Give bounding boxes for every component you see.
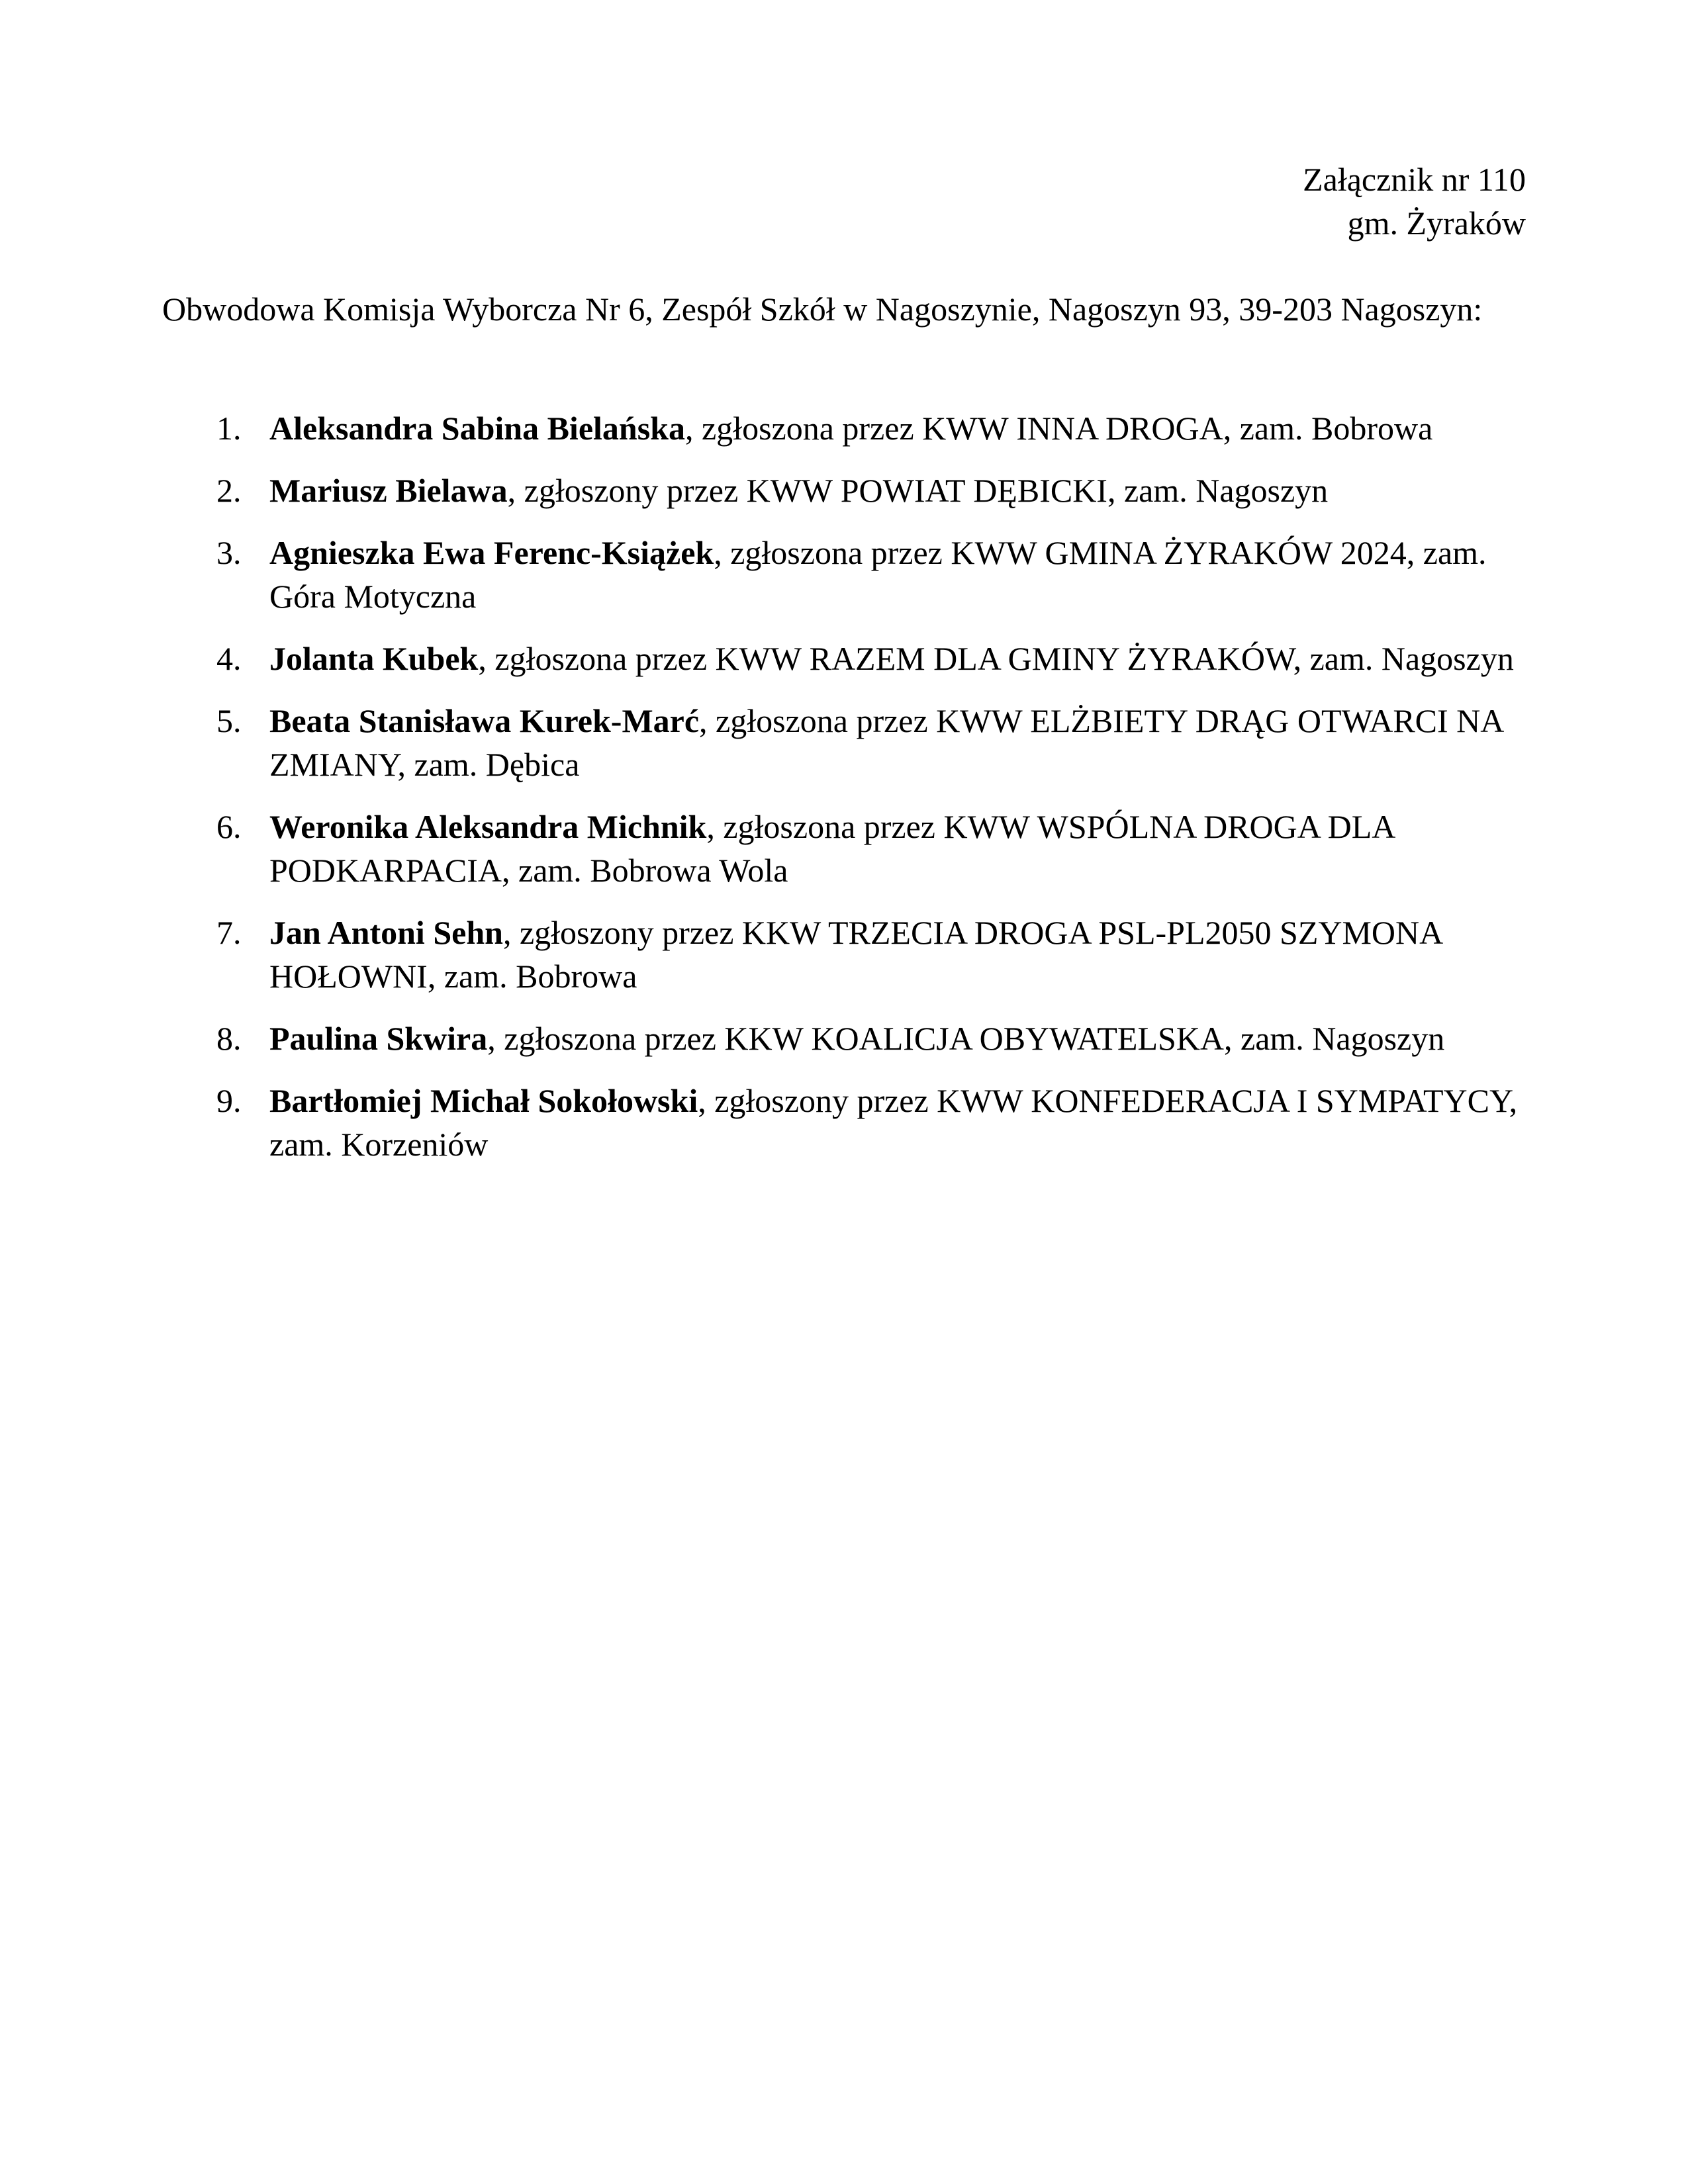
- list-item-number: 6.: [216, 808, 242, 845]
- list-item: [162, 531, 1526, 618]
- document-header: [162, 158, 1526, 245]
- member-name: Jan Antoni Sehn: [269, 914, 503, 951]
- list-item: [162, 406, 1526, 450]
- list-item-text: [269, 531, 1526, 618]
- list-item: [162, 637, 1526, 680]
- list-item-number: 4.: [216, 640, 242, 677]
- member-details: , zgłoszona przez KWW WSPÓLNA DROGA DLA PODKARPACIA, zam. Bobrowa Wola: [269, 808, 1394, 889]
- member-name: Paulina Skwira: [269, 1020, 488, 1057]
- list-item: [162, 1017, 1526, 1060]
- member-name: Beata Stanisława Kurek-Marć: [269, 702, 700, 739]
- list-item-text: [269, 1079, 1526, 1166]
- member-name: Weronika Aleksandra Michnik: [269, 808, 707, 845]
- member-name: Aleksandra Sabina Bielańska: [269, 410, 685, 447]
- list-item-number: 9.: [216, 1082, 242, 1119]
- member-details: , zgłoszona przez KWW RAZEM DLA GMINY ŻYRAKÓW, zam. Nagoszyn: [478, 640, 1514, 677]
- list-item: [162, 469, 1526, 512]
- attachment-number: Załącznik nr 110: [1303, 161, 1526, 198]
- member-details: , zgłoszona przez KWW INNA DROGA, zam. Bobrowa: [684, 410, 1433, 447]
- member-details: , zgłoszony przez KKW TRZECIA DROGA PSL-PL2050 SZYMONA HOŁOWNI, zam. Bobrowa: [269, 914, 1442, 995]
- list-item-text: [269, 805, 1526, 892]
- list-item-number: 3.: [216, 534, 242, 571]
- member-details: , zgłoszona przez KWW ELŻBIETY DRĄG OTWARCI NA ZMIANY, zam. Dębica: [269, 702, 1503, 783]
- list-item-number: 5.: [216, 702, 242, 739]
- commission-intro: Obwodowa Komisja Wyborcza Nr 6, Zespół Szkół w Nagoszynie, Nagoszyn 93, 39-203 Nagoszyn:: [162, 291, 1483, 328]
- list-item-number: 1.: [216, 410, 242, 447]
- municipality: gm. Żyraków: [1347, 205, 1526, 242]
- member-list: [162, 406, 1526, 1166]
- list-item-text: [269, 469, 1526, 512]
- member-details: , zgłoszona przez KKW KOALICJA OBYWATELSKA, zam. Nagoszyn: [487, 1020, 1445, 1057]
- list-item: [162, 1079, 1526, 1166]
- list-item: [162, 699, 1526, 786]
- list-item-text: [269, 911, 1526, 998]
- member-details: , zgłoszony przez KWW POWIAT DĘBICKI, zam. Nagoszyn: [507, 472, 1329, 509]
- list-item: [162, 911, 1526, 998]
- member-name: Jolanta Kubek: [269, 640, 479, 677]
- list-item: [162, 805, 1526, 892]
- list-item-text: [269, 699, 1526, 786]
- member-name: Mariusz Bielawa: [269, 472, 508, 509]
- list-item-text: [269, 637, 1526, 680]
- member-details: , zgłoszony przez KWW KONFEDERACJA I SYMPATYCY, zam. Korzeniów: [269, 1082, 1518, 1163]
- list-item-number: 2.: [216, 472, 242, 509]
- list-item-text: [269, 406, 1526, 450]
- member-details: , zgłoszona przez KWW GMINA ŻYRAKÓW 2024, zam. Góra Motyczna: [269, 534, 1487, 615]
- member-name: Bartłomiej Michał Sokołowski: [269, 1082, 698, 1119]
- list-item-number: 8.: [216, 1020, 242, 1057]
- list-item-text: [269, 1017, 1526, 1060]
- list-item-number: 7.: [216, 914, 242, 951]
- member-name: Agnieszka Ewa Ferenc-Książek: [269, 534, 714, 571]
